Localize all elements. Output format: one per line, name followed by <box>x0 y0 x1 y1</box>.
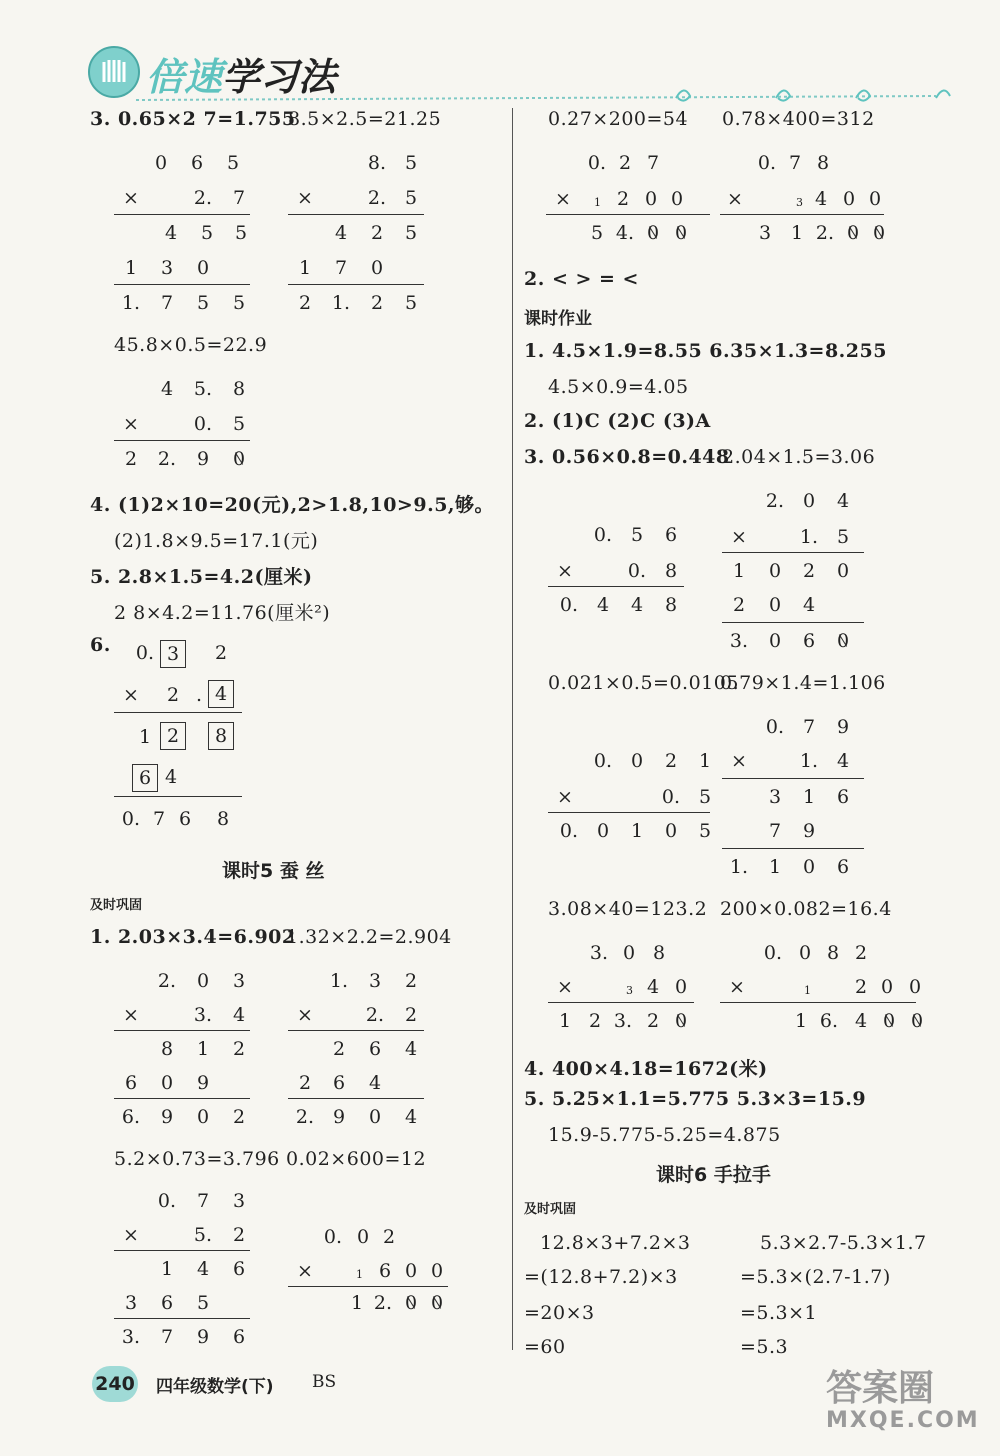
l6-b4: =5.3 <box>740 1336 789 1358</box>
l5-q1-a: 1. 2.03×3.4=6.902 <box>90 926 296 948</box>
book-icon <box>90 48 138 96</box>
header-decoration <box>136 78 956 108</box>
q4-line-b: (2)1.8×9.5=17.1(元) <box>114 530 319 552</box>
q2-compare: 2. < > = < <box>524 268 639 290</box>
watermark-url: MXQE.COM <box>826 1408 980 1433</box>
l6-a1: 12.8×3+7.2×3 <box>540 1232 691 1254</box>
l5-q1-b: 1.32×2.2=2.904 <box>286 926 452 948</box>
watermark-logo: 答案圈 <box>826 1368 935 1409</box>
r-line1a: 0.27×200=54 <box>548 108 689 130</box>
l5-q1-d: 0.02×600=12 <box>286 1148 427 1170</box>
hw-q3f: 200×0.082=16.4 <box>720 898 892 920</box>
l6-b2: =5.3×(2.7-1.7) <box>740 1266 891 1288</box>
page-number: 240 <box>92 1366 138 1402</box>
l5-q1-c: 5.2×0.73=3.796 <box>114 1148 280 1170</box>
book-title: 四年级数学(下) <box>156 1377 274 1397</box>
hw-q3a: 3. 0.56×0.8=0.448 <box>524 446 730 468</box>
hw-q5b: 15.9-5.775-5.25=4.875 <box>548 1124 781 1146</box>
hw-q3e: 3.08×40=123.2 <box>548 898 708 920</box>
brand-title: 倍速学习法 <box>146 55 337 99</box>
lesson5-title: 课时5 蚕 丝 <box>222 860 325 882</box>
q3-line2: 45.8×0.5=22.9 <box>114 334 268 356</box>
hw-q1a: 1. 4.5×1.9=8.55 6.35×1.3=8.255 <box>524 340 887 362</box>
q6-label: 6. <box>90 634 111 656</box>
l6-a2: =(12.8+7.2)×3 <box>524 1266 678 1288</box>
hw-q5a: 5. 5.25×1.1=5.775 5.3×3=15.9 <box>524 1088 867 1110</box>
hw-q2: 2. (1)C (2)C (3)A <box>524 410 711 432</box>
q4-line-a: 4. (1)2×10=20(元),2>1.8,10>9.5,够。 <box>90 494 495 516</box>
r-line1b: 0.78×400=312 <box>722 108 875 130</box>
hw-q3c: 0.021×0.5=0.0105 <box>548 672 739 694</box>
column-divider <box>512 108 513 1350</box>
hw-q3b: 2.04×1.5=3.06 <box>722 446 876 468</box>
hw-q1b: 4.5×0.9=4.05 <box>548 376 689 398</box>
l6-b3: =5.3×1 <box>740 1302 818 1324</box>
q3-line1: 3. 0.65×2 7=1.755 <box>90 108 296 130</box>
l6-a3: =20×3 <box>524 1302 595 1324</box>
lesson6-title: 课时6 手拉手 <box>656 1164 771 1186</box>
lesson5-subtitle: 及时巩固 <box>90 898 143 913</box>
q5-line-a: 5. 2.8×1.5=4.2(厘米) <box>90 566 313 588</box>
l6-a4: =60 <box>524 1336 566 1358</box>
q5-line-b: 2 8×4.2=11.76(厘米²) <box>114 602 331 624</box>
lesson6-subtitle: 及时巩固 <box>524 1202 577 1217</box>
q3-line1b: 8.5×2.5=21.25 <box>288 108 442 130</box>
homework-title: 课时作业 <box>524 309 592 329</box>
hw-q3d: 0.79×1.4=1.106 <box>720 672 886 694</box>
hw-q4: 4. 400×4.18=1672(米) <box>524 1058 768 1080</box>
logo-badge <box>88 46 140 98</box>
l6-b1: 5.3×2.7-5.3×1.7 <box>760 1232 927 1254</box>
edition-label: BS <box>312 1372 337 1392</box>
